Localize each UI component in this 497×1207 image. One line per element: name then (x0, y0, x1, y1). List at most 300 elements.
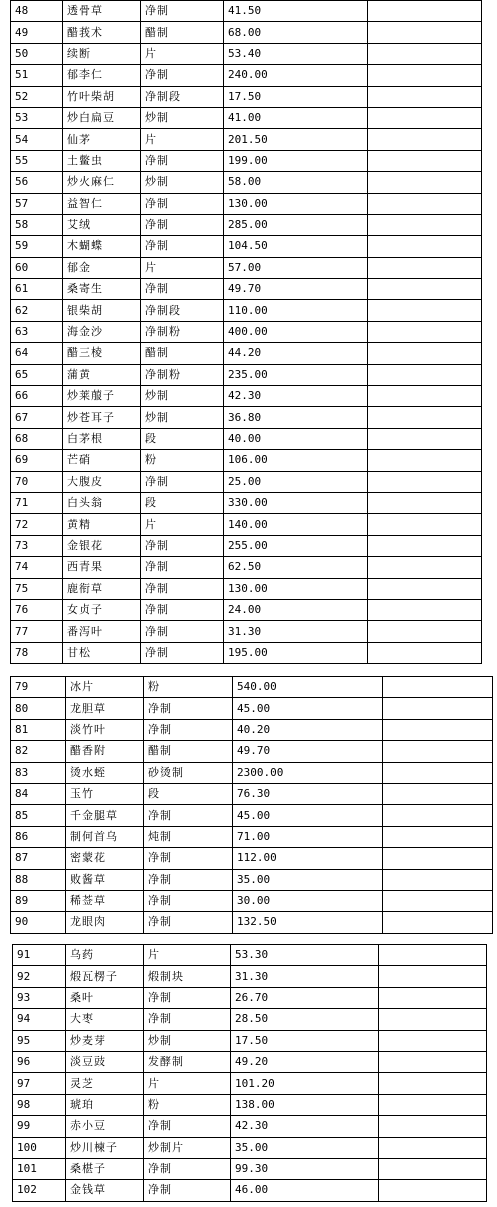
table-row (11, 236, 482, 257)
drug-name-cell: 炒火麻仁 (63, 172, 141, 193)
note-cell (383, 912, 493, 933)
table-row (11, 492, 482, 513)
row-number-cell: 99 (13, 1116, 66, 1137)
price-cell: 53.30 (231, 945, 379, 966)
drug-name-cell: 竹叶柴胡 (63, 86, 141, 107)
drug-name-cell: 银柴胡 (63, 300, 141, 321)
table-row (11, 890, 493, 911)
note-cell (368, 129, 482, 150)
table-row (13, 1180, 487, 1201)
price-cell: 41.00 (224, 107, 368, 128)
note-cell (368, 321, 482, 342)
note-cell (368, 300, 482, 321)
drug-name-cell: 玉竹 (66, 783, 144, 804)
processing-method-cell: 炒制 (141, 386, 224, 407)
processing-method-cell: 炒制片 (144, 1137, 231, 1158)
price-cell: 31.30 (231, 966, 379, 987)
drug-name-cell: 炒白扁豆 (63, 107, 141, 128)
price-cell: 106.00 (224, 450, 368, 471)
row-number-cell: 63 (11, 321, 63, 342)
row-number-cell: 85 (11, 805, 66, 826)
processing-method-cell: 净制 (144, 1116, 231, 1137)
row-number-cell: 68 (11, 428, 63, 449)
drug-name-cell: 郁金 (63, 257, 141, 278)
row-number-cell: 79 (11, 677, 66, 698)
table-row (11, 1, 482, 22)
processing-method-cell: 醋制 (144, 741, 233, 762)
price-cell: 58.00 (224, 172, 368, 193)
drug-name-cell: 西青果 (63, 557, 141, 578)
note-cell (368, 621, 482, 642)
row-number-cell: 59 (11, 236, 63, 257)
processing-method-cell: 净制 (141, 599, 224, 620)
table-row (11, 343, 482, 364)
drug-name-cell: 醋三棱 (63, 343, 141, 364)
note-cell (368, 450, 482, 471)
processing-method-cell: 净制 (141, 535, 224, 556)
drug-name-cell: 淡豆豉 (66, 1051, 144, 1072)
table-body-3 (13, 945, 487, 1202)
processing-method-cell: 净制 (141, 621, 224, 642)
row-number-cell: 100 (13, 1137, 66, 1158)
processing-method-cell: 粉 (144, 1094, 231, 1115)
table-row (11, 428, 482, 449)
note-cell (383, 783, 493, 804)
drug-name-cell: 煅瓦楞子 (66, 966, 144, 987)
note-cell (368, 364, 482, 385)
processing-method-cell: 净制 (141, 236, 224, 257)
drug-name-cell: 黄精 (63, 514, 141, 535)
table-row (13, 966, 487, 987)
price-cell: 41.50 (224, 1, 368, 22)
table-row (11, 321, 482, 342)
processing-method-cell: 段 (141, 428, 224, 449)
table-row (13, 1051, 487, 1072)
row-number-cell: 48 (11, 1, 63, 22)
drug-name-cell: 千金腿草 (66, 805, 144, 826)
note-cell (383, 762, 493, 783)
note-cell (368, 65, 482, 86)
table-row (11, 86, 482, 107)
drug-name-cell: 冰片 (66, 677, 144, 698)
row-number-cell: 101 (13, 1158, 66, 1179)
table-row (11, 172, 482, 193)
table-row (11, 450, 482, 471)
drug-name-cell: 淡竹叶 (66, 719, 144, 740)
table-section-2 (10, 676, 493, 934)
drug-name-cell: 木蝴蝶 (63, 236, 141, 257)
note-cell (368, 535, 482, 556)
table-row (11, 826, 493, 847)
table-row (11, 279, 482, 300)
row-number-cell: 54 (11, 129, 63, 150)
table-row (11, 65, 482, 86)
drug-name-cell: 醋香附 (66, 741, 144, 762)
note-cell (379, 1158, 487, 1179)
table-row (11, 869, 493, 890)
price-cell: 68.00 (224, 22, 368, 43)
processing-method-cell: 炒制 (141, 172, 224, 193)
processing-method-cell: 净制 (144, 698, 233, 719)
drug-name-cell: 制何首乌 (66, 826, 144, 847)
price-cell: 138.00 (231, 1094, 379, 1115)
row-number-cell: 61 (11, 279, 63, 300)
price-cell: 240.00 (224, 65, 368, 86)
row-number-cell: 87 (11, 848, 66, 869)
drug-name-cell: 灵芝 (66, 1073, 144, 1094)
note-cell (383, 805, 493, 826)
table-row (11, 407, 482, 428)
price-cell: 42.30 (224, 386, 368, 407)
note-cell (368, 343, 482, 364)
table-section-3 (12, 944, 487, 1202)
processing-method-cell: 净制 (144, 1009, 231, 1030)
row-number-cell: 94 (13, 1009, 66, 1030)
note-cell (368, 279, 482, 300)
table-row (11, 912, 493, 933)
row-number-cell: 64 (11, 343, 63, 364)
row-number-cell: 67 (11, 407, 63, 428)
row-number-cell: 49 (11, 22, 63, 43)
drug-name-cell: 金钱草 (66, 1180, 144, 1201)
drug-name-cell: 败酱草 (66, 869, 144, 890)
row-number-cell: 96 (13, 1051, 66, 1072)
price-cell: 40.20 (233, 719, 383, 740)
price-cell: 130.00 (224, 578, 368, 599)
processing-method-cell: 净制 (141, 471, 224, 492)
drug-name-cell: 鹿衔草 (63, 578, 141, 599)
note-cell (368, 22, 482, 43)
note-cell (379, 1094, 487, 1115)
drug-price-table-2 (10, 676, 493, 934)
drug-name-cell: 金银花 (63, 535, 141, 556)
note-cell (379, 1137, 487, 1158)
price-cell: 201.50 (224, 129, 368, 150)
processing-method-cell: 砂烫制 (144, 762, 233, 783)
row-number-cell: 51 (11, 65, 63, 86)
price-cell: 49.20 (231, 1051, 379, 1072)
price-cell: 112.00 (233, 848, 383, 869)
price-cell: 2300.00 (233, 762, 383, 783)
processing-method-cell: 净制 (144, 719, 233, 740)
processing-method-cell: 段 (141, 492, 224, 513)
price-cell: 104.50 (224, 236, 368, 257)
note-cell (368, 214, 482, 235)
row-number-cell: 69 (11, 450, 63, 471)
processing-method-cell: 净制段 (141, 86, 224, 107)
row-number-cell: 66 (11, 386, 63, 407)
note-cell (368, 43, 482, 64)
processing-method-cell: 净制粉 (141, 364, 224, 385)
price-cell: 25.00 (224, 471, 368, 492)
table-row (11, 386, 482, 407)
drug-name-cell: 桑椹子 (66, 1158, 144, 1179)
table-row (11, 300, 482, 321)
processing-method-cell: 净制 (144, 805, 233, 826)
note-cell (368, 514, 482, 535)
price-cell: 26.70 (231, 987, 379, 1008)
row-number-cell: 97 (13, 1073, 66, 1094)
drug-name-cell: 炒麦芽 (66, 1030, 144, 1051)
note-cell (368, 86, 482, 107)
note-cell (368, 471, 482, 492)
note-cell (383, 890, 493, 911)
price-cell: 45.00 (233, 805, 383, 826)
table-row (13, 1073, 487, 1094)
row-number-cell: 77 (11, 621, 63, 642)
table-row (11, 43, 482, 64)
drug-name-cell: 甘松 (63, 642, 141, 663)
price-cell: 35.00 (233, 869, 383, 890)
table-row (13, 1116, 487, 1137)
drug-name-cell: 密蒙花 (66, 848, 144, 869)
note-cell (368, 236, 482, 257)
note-cell (368, 257, 482, 278)
price-cell: 17.50 (231, 1030, 379, 1051)
price-cell: 49.70 (224, 279, 368, 300)
price-cell: 76.30 (233, 783, 383, 804)
drug-name-cell: 芒硝 (63, 450, 141, 471)
table-row (11, 698, 493, 719)
table-row (11, 129, 482, 150)
processing-method-cell: 净制 (141, 214, 224, 235)
row-number-cell: 88 (11, 869, 66, 890)
price-cell: 99.30 (231, 1158, 379, 1179)
processing-method-cell: 片 (144, 945, 231, 966)
processing-method-cell: 净制 (144, 890, 233, 911)
price-cell: 28.50 (231, 1009, 379, 1030)
price-cell: 30.00 (233, 890, 383, 911)
row-number-cell: 86 (11, 826, 66, 847)
drug-name-cell: 桑叶 (66, 987, 144, 1008)
note-cell (368, 599, 482, 620)
processing-method-cell: 净制 (141, 557, 224, 578)
row-number-cell: 89 (11, 890, 66, 911)
processing-method-cell: 炖制 (144, 826, 233, 847)
note-cell (368, 428, 482, 449)
processing-method-cell: 净制 (144, 848, 233, 869)
table-row (11, 741, 493, 762)
drug-name-cell: 炒川楝子 (66, 1137, 144, 1158)
drug-name-cell: 稀莶草 (66, 890, 144, 911)
drug-name-cell: 番泻叶 (63, 621, 141, 642)
processing-method-cell: 粉 (144, 677, 233, 698)
row-number-cell: 92 (13, 966, 66, 987)
note-cell (379, 966, 487, 987)
price-cell: 199.00 (224, 150, 368, 171)
price-cell: 40.00 (224, 428, 368, 449)
table-body-1 (11, 1, 482, 664)
processing-method-cell: 净制 (144, 1158, 231, 1179)
row-number-cell: 52 (11, 86, 63, 107)
price-cell: 195.00 (224, 642, 368, 663)
table-row (13, 1009, 487, 1030)
row-number-cell: 80 (11, 698, 66, 719)
processing-method-cell: 净制 (141, 193, 224, 214)
note-cell (379, 1009, 487, 1030)
price-cell: 31.30 (224, 621, 368, 642)
drug-name-cell: 乌药 (66, 945, 144, 966)
table-row (11, 621, 482, 642)
price-cell: 46.00 (231, 1180, 379, 1201)
processing-method-cell: 净制 (144, 1180, 231, 1201)
drug-name-cell: 白头翁 (63, 492, 141, 513)
note-cell (368, 578, 482, 599)
note-cell (368, 172, 482, 193)
table-row (13, 1137, 487, 1158)
note-cell (383, 719, 493, 740)
price-cell: 45.00 (233, 698, 383, 719)
table-section-1 (10, 0, 482, 664)
table-row (11, 214, 482, 235)
price-cell: 140.00 (224, 514, 368, 535)
processing-method-cell: 炒制 (141, 107, 224, 128)
row-number-cell: 55 (11, 150, 63, 171)
drug-name-cell: 炒莱菔子 (63, 386, 141, 407)
drug-name-cell: 蒲黄 (63, 364, 141, 385)
table-row (11, 599, 482, 620)
drug-name-cell: 郁李仁 (63, 65, 141, 86)
price-cell: 285.00 (224, 214, 368, 235)
table-row (13, 1094, 487, 1115)
row-number-cell: 50 (11, 43, 63, 64)
processing-method-cell: 片 (141, 514, 224, 535)
processing-method-cell: 煅制块 (144, 966, 231, 987)
processing-method-cell: 净制 (141, 150, 224, 171)
table-row (11, 364, 482, 385)
drug-name-cell: 土鳖虫 (63, 150, 141, 171)
processing-method-cell: 片 (144, 1073, 231, 1094)
processing-method-cell: 片 (141, 257, 224, 278)
row-number-cell: 62 (11, 300, 63, 321)
table-row (11, 535, 482, 556)
table-row (11, 257, 482, 278)
row-number-cell: 90 (11, 912, 66, 933)
table-row (11, 578, 482, 599)
processing-method-cell: 段 (144, 783, 233, 804)
row-number-cell: 71 (11, 492, 63, 513)
table-row (11, 471, 482, 492)
table-row (13, 1158, 487, 1179)
drug-name-cell: 炒苍耳子 (63, 407, 141, 428)
processing-method-cell: 醋制 (141, 343, 224, 364)
row-number-cell: 93 (13, 987, 66, 1008)
price-cell: 101.20 (231, 1073, 379, 1094)
drug-name-cell: 续断 (63, 43, 141, 64)
price-cell: 35.00 (231, 1137, 379, 1158)
table-body-2 (11, 677, 493, 934)
table-row (11, 107, 482, 128)
table-row (11, 193, 482, 214)
note-cell (379, 1180, 487, 1201)
row-number-cell: 57 (11, 193, 63, 214)
note-cell (383, 869, 493, 890)
processing-method-cell: 片 (141, 43, 224, 64)
price-cell: 62.50 (224, 557, 368, 578)
row-number-cell: 95 (13, 1030, 66, 1051)
row-number-cell: 82 (11, 741, 66, 762)
note-cell (379, 1116, 487, 1137)
price-cell: 255.00 (224, 535, 368, 556)
processing-method-cell: 炒制 (144, 1030, 231, 1051)
drug-name-cell: 女贞子 (63, 599, 141, 620)
price-cell: 110.00 (224, 300, 368, 321)
processing-method-cell: 净制 (141, 65, 224, 86)
table-row (11, 642, 482, 663)
table-row (11, 22, 482, 43)
price-cell: 44.20 (224, 343, 368, 364)
note-cell (368, 1, 482, 22)
price-cell: 540.00 (233, 677, 383, 698)
drug-name-cell: 艾绒 (63, 214, 141, 235)
note-cell (383, 677, 493, 698)
note-cell (368, 407, 482, 428)
note-cell (383, 848, 493, 869)
drug-name-cell: 琥珀 (66, 1094, 144, 1115)
price-cell: 400.00 (224, 321, 368, 342)
row-number-cell: 53 (11, 107, 63, 128)
page-gap-2 (0, 934, 497, 944)
table-row (13, 1030, 487, 1051)
table-row (13, 945, 487, 966)
drug-name-cell: 透骨草 (63, 1, 141, 22)
price-cell: 235.00 (224, 364, 368, 385)
table-row (11, 762, 493, 783)
table-row (13, 987, 487, 1008)
drug-name-cell: 白茅根 (63, 428, 141, 449)
row-number-cell: 83 (11, 762, 66, 783)
note-cell (379, 1051, 487, 1072)
row-number-cell: 56 (11, 172, 63, 193)
drug-name-cell: 醋莪术 (63, 22, 141, 43)
row-number-cell: 65 (11, 364, 63, 385)
drug-name-cell: 桑寄生 (63, 279, 141, 300)
note-cell (379, 1030, 487, 1051)
processing-method-cell: 发酵制 (144, 1051, 231, 1072)
drug-name-cell: 烫水蛭 (66, 762, 144, 783)
price-cell: 132.50 (233, 912, 383, 933)
note-cell (368, 557, 482, 578)
price-cell: 71.00 (233, 826, 383, 847)
processing-method-cell: 净制 (141, 1, 224, 22)
price-cell: 57.00 (224, 257, 368, 278)
table-row (11, 514, 482, 535)
drug-name-cell: 龙眼肉 (66, 912, 144, 933)
row-number-cell: 60 (11, 257, 63, 278)
row-number-cell: 58 (11, 214, 63, 235)
row-number-cell: 72 (11, 514, 63, 535)
row-number-cell: 78 (11, 642, 63, 663)
row-number-cell: 76 (11, 599, 63, 620)
drug-name-cell: 大枣 (66, 1009, 144, 1030)
price-cell: 49.70 (233, 741, 383, 762)
drug-name-cell: 仙茅 (63, 129, 141, 150)
table-row (11, 805, 493, 826)
note-cell (379, 987, 487, 1008)
price-cell: 36.80 (224, 407, 368, 428)
row-number-cell: 70 (11, 471, 63, 492)
drug-name-cell: 益智仁 (63, 193, 141, 214)
drug-name-cell: 海金沙 (63, 321, 141, 342)
note-cell (368, 193, 482, 214)
processing-method-cell: 片 (141, 129, 224, 150)
processing-method-cell: 炒制 (141, 407, 224, 428)
processing-method-cell: 净制粉 (141, 321, 224, 342)
note-cell (383, 698, 493, 719)
page-gap-1 (0, 668, 497, 676)
note-cell (383, 826, 493, 847)
note-cell (379, 1073, 487, 1094)
